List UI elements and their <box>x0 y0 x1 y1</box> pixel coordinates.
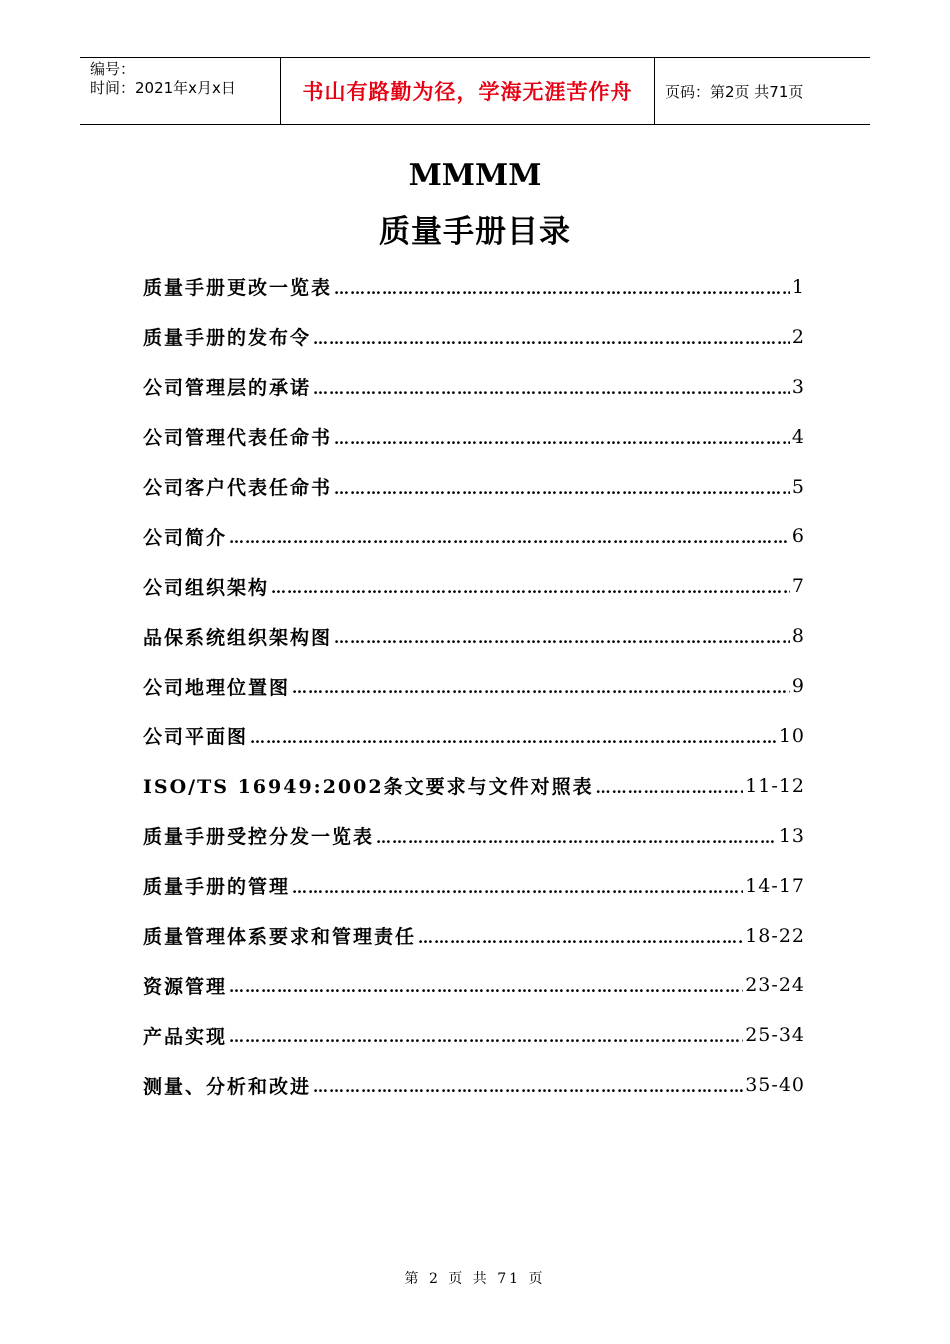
toc-entry-title: 质量手册的管理 <box>143 876 291 899</box>
toc-entry-title: 公司平面图 <box>143 726 249 749</box>
toc-entry-page: 8 <box>791 625 805 648</box>
toc-entry[interactable] <box>143 1010 805 1060</box>
toc-entry-page: 25-34 <box>745 1024 805 1047</box>
toc-entry-page: 35-40 <box>745 1074 805 1097</box>
toc-entry[interactable] <box>143 761 805 811</box>
toc-leader-dots <box>334 430 790 448</box>
toc-leader-dots <box>313 1078 743 1096</box>
company-name: MMMM <box>408 158 542 193</box>
toc-entry-title: 测量、分析和改进 <box>143 1075 312 1098</box>
toc-entry-title: 质量手册受控分发一览表 <box>143 826 375 849</box>
toc-entry-title: ISO/TS 16949:2002条文要求与文件对照表 <box>143 776 594 799</box>
table-of-contents <box>143 262 805 1110</box>
toc-entry-title: 质量手册更改一览表 <box>143 277 333 300</box>
toc-leader-dots <box>313 380 790 398</box>
toc-leader-dots <box>334 280 790 298</box>
page-header <box>80 57 870 125</box>
toc-leader-dots <box>313 330 790 348</box>
toc-entry-title: 质量管理体系要求和管理责任 <box>143 926 417 949</box>
header-left-cell <box>80 58 281 124</box>
toc-entry[interactable] <box>143 412 805 462</box>
toc-entry-page: 1 <box>791 275 805 298</box>
toc-leader-dots <box>334 480 790 498</box>
toc-leader-dots <box>292 679 790 697</box>
header-right-cell <box>655 58 870 124</box>
toc-leader-dots <box>229 529 790 547</box>
header-motto-cell <box>281 58 655 124</box>
document-title: 质量手册目录 <box>379 214 571 250</box>
toc-entry-page: 2 <box>791 325 805 348</box>
document-time-label: 时间：2021年x月x日 <box>90 79 236 97</box>
toc-entry-title: 资源管理 <box>143 975 228 998</box>
toc-entry-title: 公司简介 <box>143 526 228 549</box>
toc-entry-page: 9 <box>791 675 805 698</box>
toc-entry[interactable] <box>143 661 805 711</box>
toc-entry[interactable] <box>143 911 805 961</box>
toc-leader-dots <box>271 579 790 597</box>
toc-entry[interactable] <box>143 262 805 312</box>
toc-entry-title: 品保系统组织架构图 <box>143 626 333 649</box>
toc-entry-title: 公司地理位置图 <box>143 676 291 699</box>
toc-entry-page: 18-22 <box>745 924 805 947</box>
toc-entry[interactable] <box>143 1060 805 1110</box>
toc-leader-dots <box>418 929 743 947</box>
toc-leader-dots <box>596 779 744 797</box>
toc-leader-dots <box>229 978 743 996</box>
toc-entry-page: 10 <box>778 724 805 747</box>
toc-entry[interactable] <box>143 511 805 561</box>
toc-leader-dots <box>334 629 790 647</box>
toc-entry-title: 产品实现 <box>143 1025 228 1048</box>
page-footer: 第 2 页 共 71 页 <box>404 1271 546 1287</box>
toc-entry-title: 公司客户代表任命书 <box>143 477 333 499</box>
toc-entry-title: 公司管理层的承诺 <box>143 377 312 400</box>
toc-entry-page: 5 <box>791 475 805 498</box>
toc-entry-title: 质量手册的发布令 <box>143 327 312 350</box>
toc-entry-page: 7 <box>791 575 805 598</box>
toc-entry[interactable] <box>143 362 805 412</box>
toc-entry-page: 23-24 <box>745 974 805 997</box>
toc-entry[interactable] <box>143 960 805 1010</box>
toc-entry-page: 13 <box>778 824 805 847</box>
toc-entry-page: 3 <box>791 375 805 398</box>
toc-leader-dots <box>250 729 777 747</box>
toc-leader-dots <box>376 829 777 847</box>
toc-entry-title: 公司管理代表任命书 <box>143 427 333 450</box>
toc-entry[interactable] <box>143 711 805 761</box>
header-motto: 书山有路勤为径，学海无涯苦作舟 <box>302 80 633 104</box>
toc-entry[interactable] <box>143 811 805 861</box>
toc-entry[interactable] <box>143 312 805 362</box>
toc-leader-dots <box>229 1028 743 1046</box>
toc-entry-title: 公司组织架构 <box>143 576 270 599</box>
toc-entry-page: 4 <box>791 425 805 448</box>
toc-entry-page: 6 <box>791 525 805 548</box>
header-page-info: 页码：第2页 共71页 <box>665 82 804 101</box>
toc-entry[interactable] <box>143 861 805 911</box>
toc-leader-dots <box>292 879 743 897</box>
toc-entry[interactable] <box>143 561 805 611</box>
toc-entry[interactable] <box>143 462 805 512</box>
toc-entry[interactable] <box>143 611 805 661</box>
toc-entry-page: 14-17 <box>745 874 805 897</box>
toc-entry-page: 11-12 <box>745 774 805 797</box>
document-number-label: 编号： <box>90 60 136 78</box>
